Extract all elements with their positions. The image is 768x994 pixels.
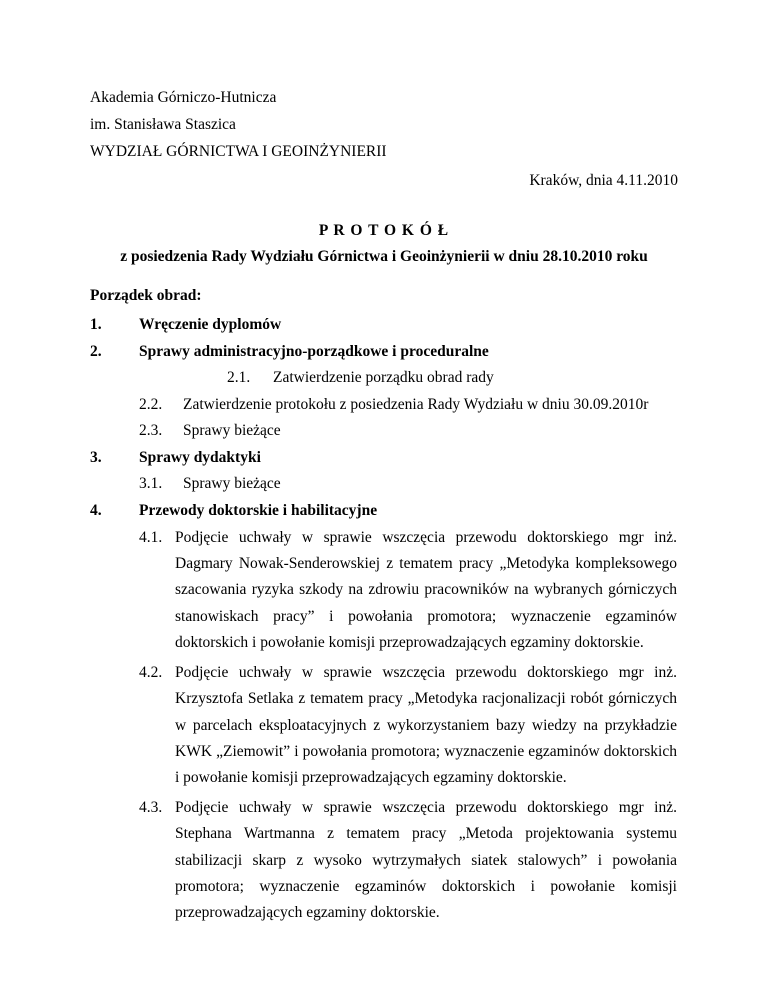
para-4-3-line: Podjęcie uchwały w sprawie wszczęcia przewodu doktorskiego mgr inż. [175, 799, 677, 816]
para-4-3-number: 4.3. [139, 799, 163, 816]
item-4-label: Przewody doktorskie i habilitacyjne [139, 502, 378, 519]
para-4-3-line: przeprowadzających egzaminy doktorskie. [175, 904, 440, 921]
item-2-number: 2. [90, 343, 102, 360]
para-4-2-line: Krzysztofa Setlaka z tematem pracy „Metodyka racjonalizacji robót górniczych [175, 690, 677, 707]
para-4-2-line: KWK „Ziemowit” i powołania promotora; wyznaczenie egzaminów doktorskich [175, 743, 677, 760]
faculty-name: WYDZIAŁ GÓRNICTWA I GEOINŻYNIERII [90, 143, 387, 160]
subitem-2-3-text: Sprawy bieżące [183, 422, 281, 439]
para-4-1-line: Podjęcie uchwały w sprawie wszczęcia przewodu doktorskiego mgr inż. [175, 529, 677, 546]
para-4-1-line: stanowiskach pracy” i powołania promotora; wyznaczenie egzaminów [175, 608, 677, 625]
subitem-2-2-text: Zatwierdzenie protokołu z posiedzenia Rady Wydziału w dniu 30.09.2010r [183, 396, 649, 413]
subitem-2-2-number: 2.2. [139, 396, 163, 413]
document-title: P R O T O K Ó Ł [318, 222, 450, 239]
place-date: Kraków, dnia 4.11.2010 [529, 172, 678, 189]
item-3-number: 3. [90, 449, 102, 466]
para-4-3-line: stabilizacji skarp z wysoko wytrzymałych siatek stalowych” i powołania [175, 852, 677, 869]
university-name: Akademia Górniczo-Hutnicza [90, 89, 277, 106]
subitem-2-1-text: Zatwierdzenie porządku obrad rady [273, 369, 494, 386]
para-4-3-line: promotora; wyznaczenie egzaminów doktorskich i powołanie komisji [175, 878, 677, 895]
item-3-label: Sprawy dydaktyki [139, 449, 261, 466]
item-1-label: Wręczenie dyplomów [139, 316, 282, 333]
para-4-2-number: 4.2. [139, 664, 163, 681]
agenda-heading: Porządek obrad: [90, 287, 202, 304]
item-1-number: 1. [90, 316, 102, 333]
para-4-2-line: w parcelach eksploatacyjnych z wykorzystaniem bazy wiedzy na przykładzie [175, 717, 677, 734]
para-4-1-line: Dagmary Nowak-Senderowskiej z tematem pracy „Metodyka kompleksowego [175, 555, 677, 572]
subitem-2-3-number: 2.3. [139, 422, 163, 439]
subitem-3-1-text: Sprawy bieżące [183, 475, 281, 492]
para-4-3-line: Stephana Wartmanna z tematem pracy „Metoda projektowania systemu [175, 825, 677, 842]
para-4-1-line: doktorskich i powołanie komisji przeprowadzających egzaminy doktorskie. [175, 634, 644, 651]
para-4-1-number: 4.1. [139, 529, 163, 546]
item-4-number: 4. [90, 502, 102, 519]
para-4-1-line: szacowania ryzyka szkody na zdrowiu pracowników na wybranych górniczych [175, 581, 677, 598]
subitem-3-1-number: 3.1. [139, 475, 163, 492]
document-subtitle: z posiedzenia Rady Wydziału Górnictwa i Geoinżynierii w dniu 28.10.2010 roku [120, 248, 648, 265]
item-2-label: Sprawy administracyjno-porządkowe i proceduralne [139, 343, 489, 360]
para-4-2-line: Podjęcie uchwały w sprawie wszczęcia przewodu doktorskiego mgr inż. [175, 664, 677, 681]
subitem-2-1-number: 2.1. [227, 369, 251, 386]
para-4-2-line: i powołanie komisji przeprowadzających egzaminy doktorskie. [175, 769, 567, 786]
university-patron: im. Stanisława Staszica [90, 116, 236, 133]
